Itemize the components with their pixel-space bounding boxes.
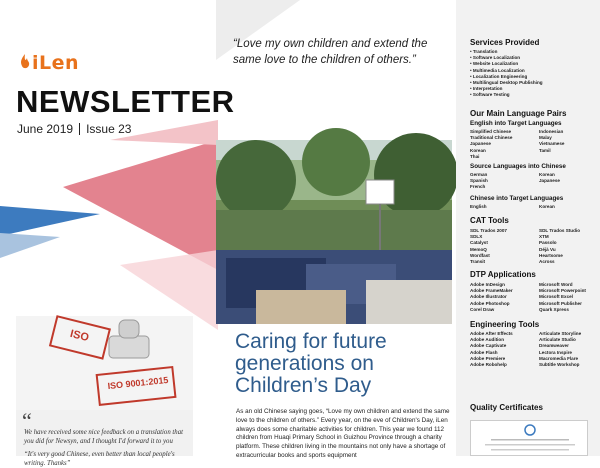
service-item: • Software Localization [470,55,521,61]
sidebar-list-item: Macromedia Flare [539,355,579,361]
sidebar-list-item: Articulate Storyline [539,331,582,336]
service-item: • Multimedia Localization [470,67,525,73]
cat-tools-col1 [470,228,530,265]
sidebar-list-item: Indonesian [539,129,564,134]
sidebar-list-item: Adobe Robohelp [470,362,507,368]
service-item: • Software Testing [470,92,510,98]
engineering-tools-col2 [539,331,599,368]
sidebar-list-item: Simplified Chinese [470,129,512,134]
card-quote-mark: “ [22,408,32,433]
dtp-col2 [539,282,599,313]
source-col2 [539,172,599,184]
sidebar-list-item: Microsoft Word [539,282,573,287]
cn-target-title: Chinese into Target Languages [470,195,564,202]
service-item: • Multilingual Desktop Publishing [470,80,543,86]
sidebar-list-item: Malay [539,135,552,141]
quality-certificates-title: Quality Certificates [470,403,543,412]
sidebar-list-item: Corel Draw [470,306,495,312]
sidebar-list-item: Adobe Premiere [470,355,506,361]
stamp-top-text: ISO [68,327,91,345]
sidebar-list-item: Quark Xpress [539,306,569,312]
cn-target-col1 [470,204,530,210]
cat-tools-col2 [539,228,599,265]
sidebar-list-item: German [470,172,488,177]
eng-target-title: English into Target Languages [470,120,562,127]
engineering-tools-title: Engineering Tools [470,320,540,329]
sidebar-list-item: Lectora Inspire [539,349,572,355]
card-feedback-text: We have received some nice feedback on a translation that you did for Newsyn, and I thought I'd forward it to you [24,429,183,445]
sidebar-list-item: Adobe Photoshop [470,300,510,306]
eng-target-col2 [539,129,599,154]
stamp-bottom-text: ISO 9001:2015 [107,374,169,392]
issue-number: Issue 23 [86,122,132,136]
card-feedback-quote: “It's very good Chinese, even better than local people's writing. Thanks” [24,451,175,467]
sidebar-list-item: XTM [539,234,549,240]
ilen-logo [18,52,79,74]
sidebar-list-item: Korean [539,204,555,209]
source-col1 [470,172,530,191]
service-item: • Localization Engineering [470,73,528,79]
article-title: Caring for future generations on Children’s Day [235,330,387,397]
issue-date: June 2019 [17,122,74,136]
sidebar-list-item: Microsoft Excel [539,294,573,300]
sidebar-list-item: French [470,184,486,190]
dtp-col1 [470,282,530,313]
engineering-tools-col1 [470,331,530,368]
sidebar-list-item: Adobe FrameMaker [470,288,513,294]
service-item: • Website Localization [470,61,519,67]
language-pairs-title: Our Main Language Pairs [470,109,567,118]
sidebar-list-item: Adobe After Effects [470,331,513,336]
sidebar-list-item: Dreamweaver [539,343,569,349]
sidebar-list-item: Japanese [470,141,491,147]
sidebar-list-item: Subtitle Workshop [539,362,580,368]
dtp-title: DTP Applications [470,270,536,279]
sidebar-list-item: Microsoft Powerpoint [539,288,586,294]
sidebar-list-item: SDL Trados 2007 [470,228,507,233]
article-body: As an old Chinese saying goes, “Love my own children and extend the same love to the children of others.” Every year, on the eve of Children's Day, iLen always does some charitable activities for children. This year we found 112 children from Huaqi Primary School in Guizhou Province through a charity platform. These children living in the mountains not only have a shortage of extracurricular books and sports equipment [236,408,450,459]
sidebar-list-item: MemoQ [470,246,487,252]
sidebar-list-item: Tamil [539,147,551,153]
sidebar-list-item: Traditional Chinese [470,135,513,141]
sidebar-list-item: Korean [539,172,555,177]
flame-icon [18,53,32,71]
sidebar-list-item: Wordfast [470,252,490,258]
logo-text: iLen [32,52,80,74]
service-item: • Interpretation [470,86,503,92]
issue-line [17,122,131,136]
sidebar-list-item: English [470,204,487,209]
eng-target-col1 [470,129,530,160]
sidebar-list-item: Vietnamese [539,141,565,147]
sidebar-list-item: Adobe Illustrator [470,294,507,300]
sidebar-list-item: Transit [470,259,486,265]
sidebar-list-item: Across [539,259,555,265]
sidebar-list-item: Catalyst [470,240,488,246]
sidebar-list-item: Spanish [470,178,488,184]
services-list [470,49,543,99]
sidebar-list-item: Heartsome [539,252,563,258]
cat-tools-title: CAT Tools [470,216,509,225]
iso-stamp-image [16,316,193,410]
cn-target-col2 [539,204,599,210]
certificate-image [470,420,588,456]
sidebar-list-item: Japanese [539,178,560,184]
sidebar-list-item: Microsoft Publisher [539,300,582,306]
sidebar-list-item: Adobe InDesign [470,282,505,287]
children-photo [216,140,452,324]
source-title: Source Languages into Chinese [470,163,566,170]
service-item: • Translation [470,49,498,54]
sidebar-list-item: Adobe Audition [470,337,505,343]
services-title: Services Provided [470,38,540,47]
sidebar-list-item: SDLX [470,234,483,240]
newsletter-title: NEWSLETTER [16,84,235,119]
sidebar-list-item: Thai [470,153,480,159]
sidebar-list-item: Déjà Vu [539,246,556,252]
header-quote: “Love my own children and extend the same love to the children of others.” [233,38,428,66]
sidebar-list-item: Articulate Studio [539,337,576,343]
feedback-card [16,316,193,467]
sidebar-list-item: SDL Trados Studio [539,228,581,233]
issue-separator [79,123,80,135]
sidebar-list-item: Passolo [539,240,557,246]
sidebar-list-item: Korean [470,147,486,153]
sidebar-list-item: Adobe Captivate [470,343,507,349]
sidebar-list-item: Adobe Flash [470,349,498,355]
